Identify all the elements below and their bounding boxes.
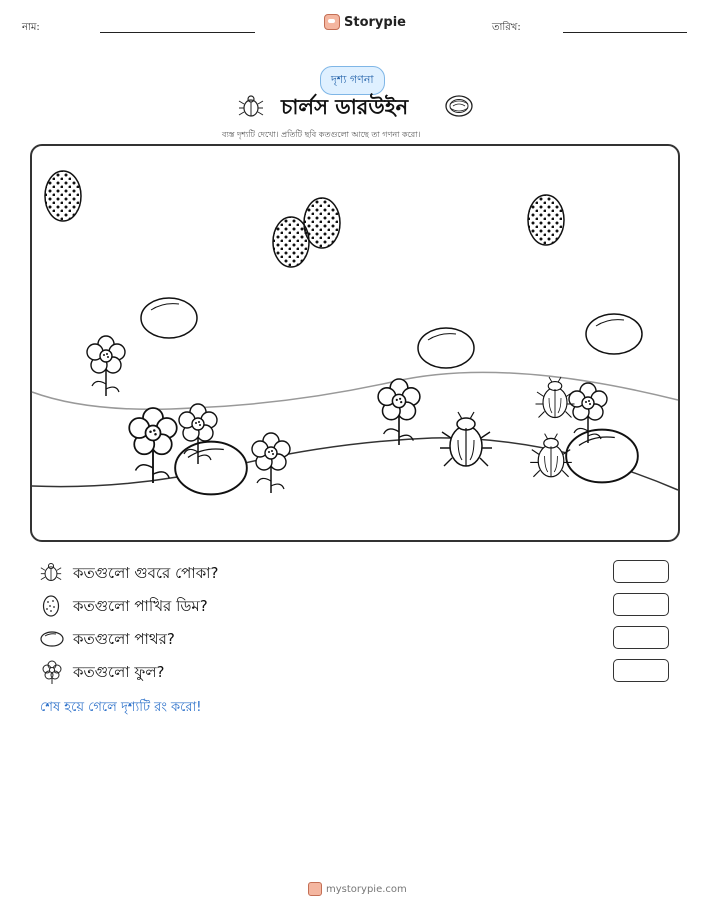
egg <box>528 195 564 245</box>
flower <box>252 433 290 493</box>
beetle-icon <box>40 561 62 583</box>
question-text: কতগুলো পাখির ডিম? <box>73 597 208 615</box>
date-line[interactable] <box>563 32 687 33</box>
flower <box>87 336 125 396</box>
flower <box>129 408 177 483</box>
stone <box>175 442 247 495</box>
stone <box>586 314 642 354</box>
activity-badge: দৃশ্য গণনা <box>320 66 385 95</box>
stone-icon <box>40 631 64 647</box>
brand-logo <box>324 14 406 30</box>
question-text: কতগুলো পাথর? <box>73 630 175 648</box>
storypie-logo-icon <box>308 882 322 896</box>
date-label: তারিখ: <box>492 22 521 33</box>
footer-site: mystorypie.com <box>326 883 407 895</box>
page-title: চার্লস ডারউইন <box>281 95 409 119</box>
question-row <box>40 659 680 683</box>
coloring-note: শেষ হয়ে গেলে দৃশ্যটি রং করো! <box>40 700 202 715</box>
question-row <box>40 560 680 584</box>
answer-box-beetles[interactable] <box>613 560 669 583</box>
footer-brand <box>308 882 407 896</box>
stone <box>418 328 474 368</box>
flower <box>378 379 420 445</box>
egg <box>45 171 81 221</box>
beetle <box>440 412 492 466</box>
question-text: কতগুলো ফুল? <box>73 663 165 681</box>
brand-name: Storypie <box>344 14 406 30</box>
question-row <box>40 593 680 617</box>
answer-box-stones[interactable] <box>613 626 669 649</box>
nest-icon <box>444 94 474 118</box>
name-line[interactable] <box>100 32 255 33</box>
stone <box>141 298 197 338</box>
flower-icon <box>41 660 63 684</box>
beetle-icon <box>238 94 264 118</box>
counting-scene <box>30 144 680 542</box>
egg <box>273 217 309 267</box>
stone <box>566 430 638 483</box>
question-row <box>40 626 680 650</box>
scene-illustration <box>32 146 678 540</box>
instructions: ব্যস্ত দৃশ্যটি দেখো। প্রতিটি ছবি কতগুলো আছে তা গণনা করো। <box>222 130 421 139</box>
answer-box-flowers[interactable] <box>613 659 669 682</box>
name-label: নাম: <box>22 22 40 33</box>
egg-icon <box>42 594 60 618</box>
question-text: কতগুলো গুবরে পোকা? <box>73 564 219 582</box>
storypie-logo-icon <box>324 14 340 30</box>
answer-box-eggs[interactable] <box>613 593 669 616</box>
